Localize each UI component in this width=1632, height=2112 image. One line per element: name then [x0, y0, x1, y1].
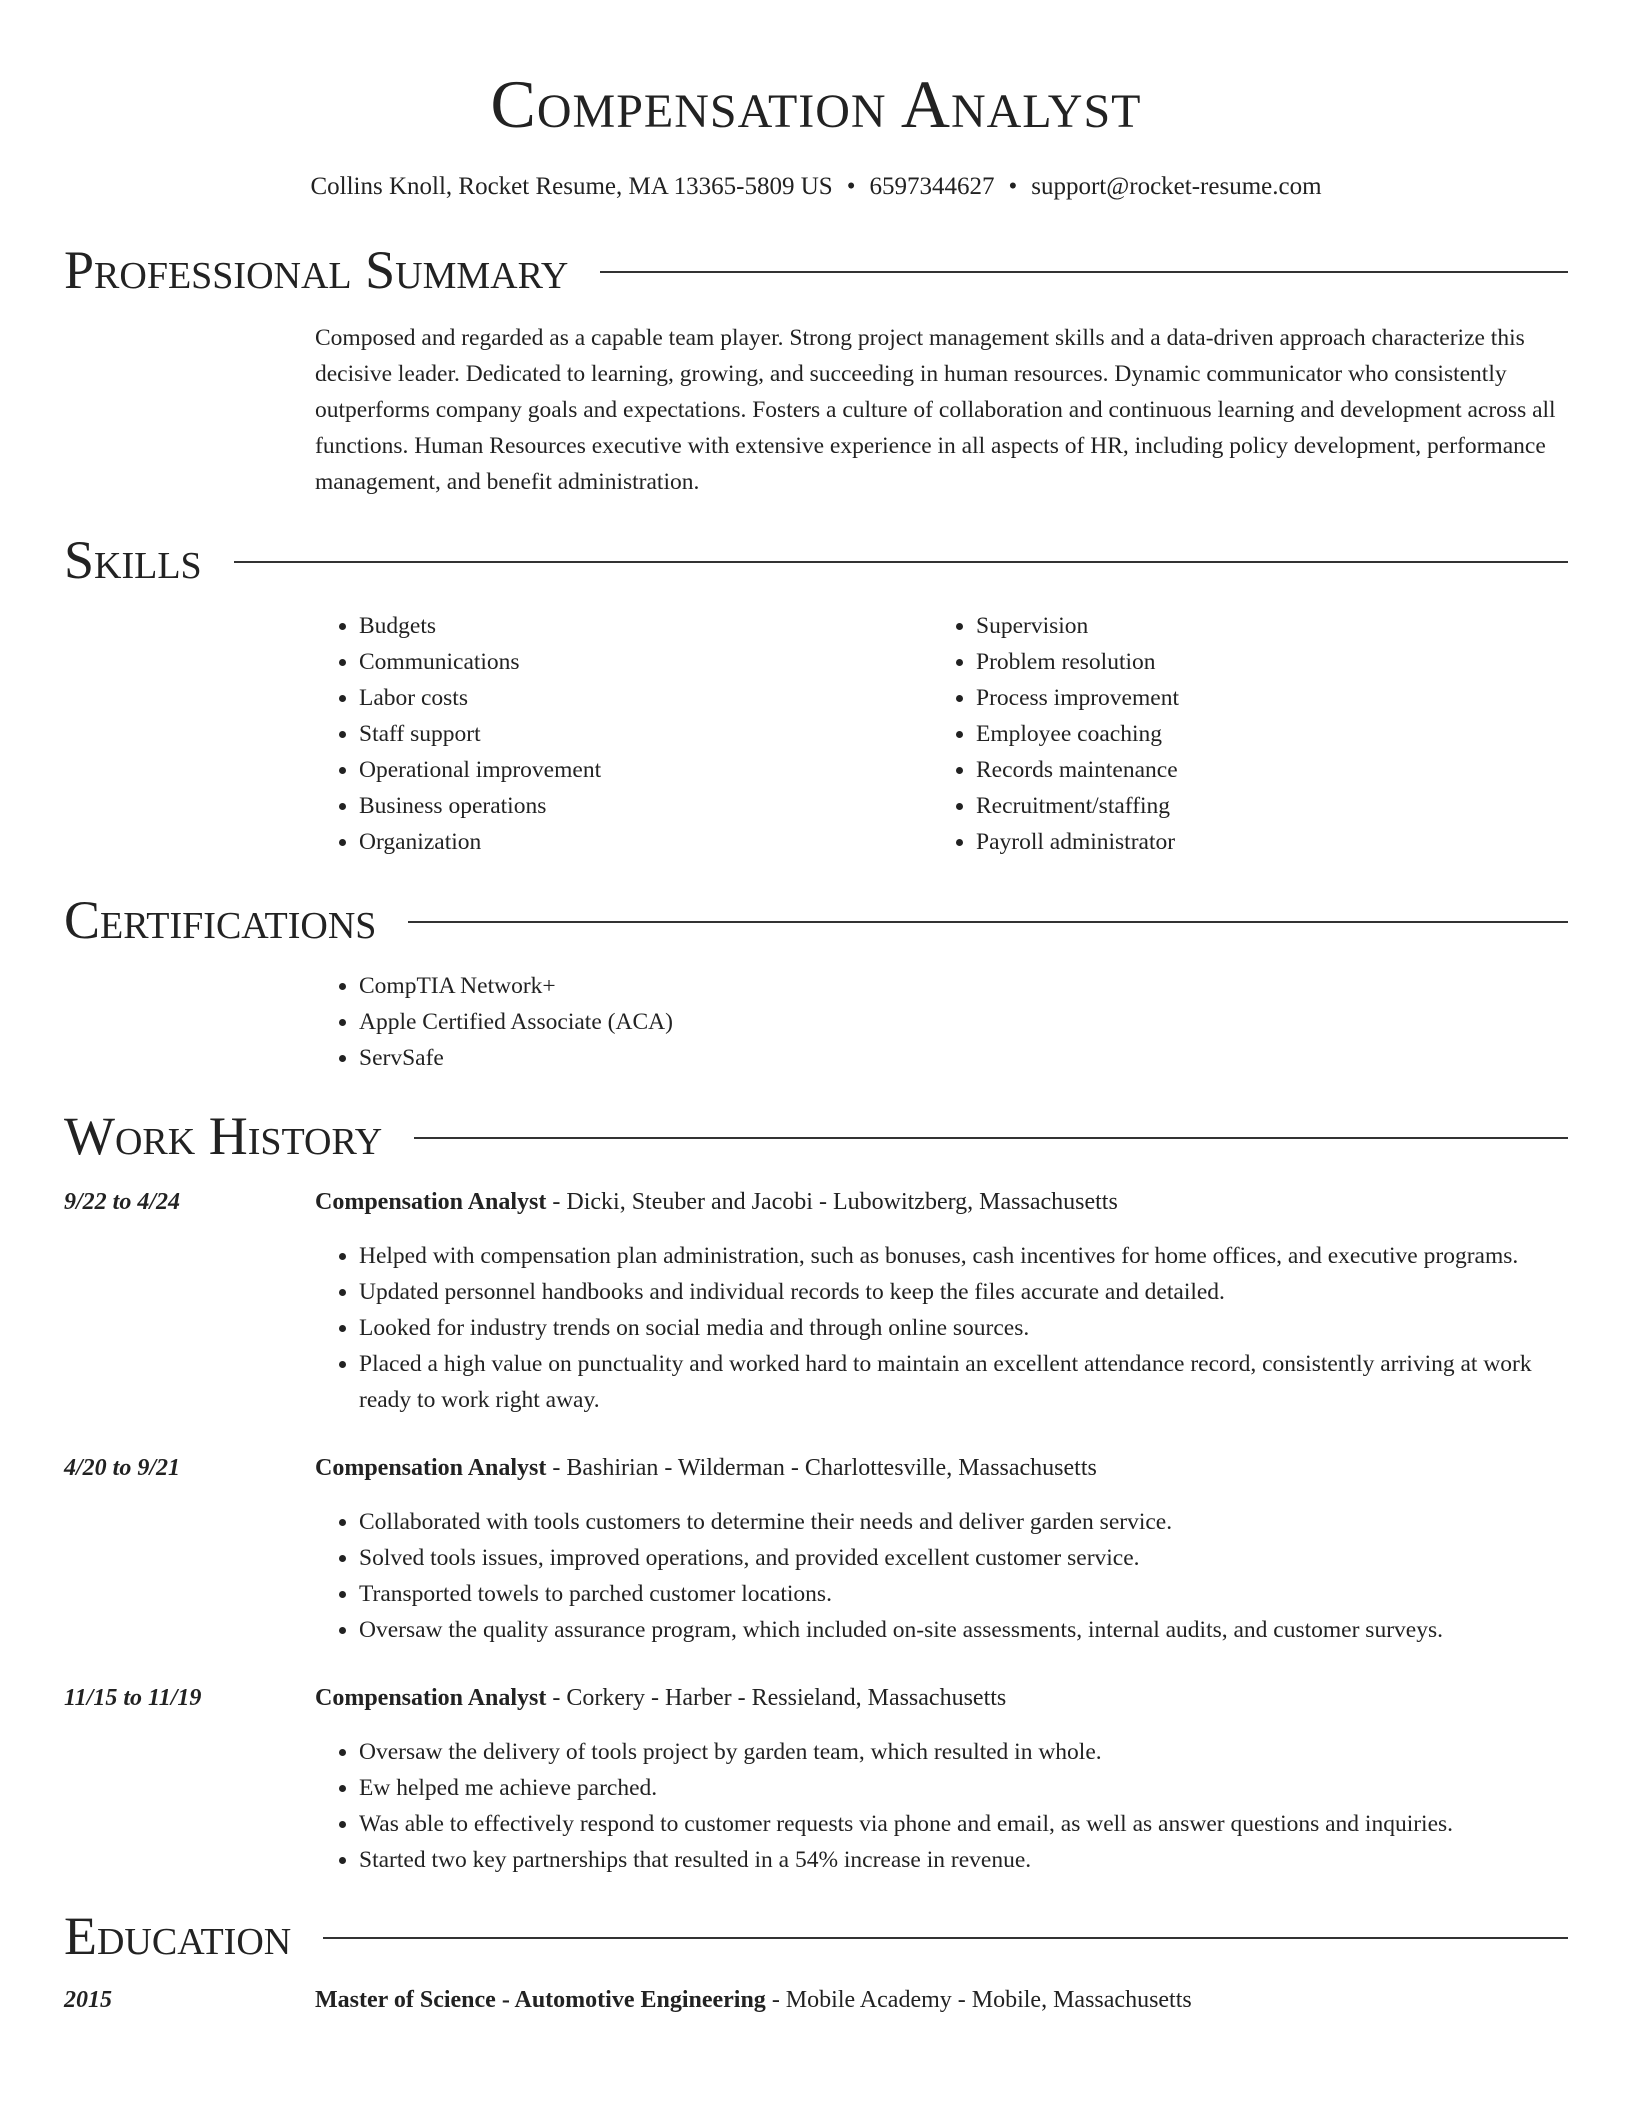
job-dates: 11/15 to 11/19 [64, 1685, 202, 1711]
section-divider [414, 1137, 1568, 1139]
skill-item: • Payroll administrator [976, 824, 1568, 860]
job-employer: - Bashirian - Wilderman - Charlottesville, Massachusetts [546, 1455, 1097, 1481]
education-entry [64, 1982, 1568, 2018]
section-divider [234, 561, 1568, 563]
skill-item: • Labor costs [359, 680, 932, 716]
job-bullet: • Solved tools issues, improved operations, and provided excellent customer service. [359, 1540, 1568, 1576]
job-title: Compensation Analyst [315, 1685, 547, 1711]
job-title: Compensation Analyst [315, 1189, 547, 1215]
education-school: - Mobile Academy - Mobile, Massachusetts [765, 1987, 1192, 2013]
work-section-header [64, 1104, 1568, 1168]
job-bullets [315, 1504, 1568, 1648]
job-entry [64, 1450, 1568, 1648]
skill-item: • Organization [359, 824, 932, 860]
job-bullet: • Oversaw the delivery of tools project by garden team, which resulted in whole. [359, 1734, 1568, 1770]
certification-item: • Apple Certified Associate (ACA) [359, 1004, 1568, 1040]
section-divider [323, 1937, 1568, 1939]
job-bullet: • Was able to effectively respond to customer requests via phone and email, as well as answer questions and inquiries. [359, 1806, 1568, 1842]
skill-item: • Staff support [359, 716, 932, 752]
summary-heading: Professional Summary [64, 240, 569, 300]
skill-item: • Employee coaching [976, 716, 1568, 752]
job-title-line [315, 1450, 1568, 1486]
job-bullets [315, 1734, 1568, 1878]
job-bullet: • Oversaw the quality assurance program, which included on-site assessments, internal audits, and customer surveys. [359, 1612, 1568, 1648]
job-bullet: • Looked for industry trends on social media and through online sources. [359, 1310, 1568, 1346]
skills-grid [315, 608, 1568, 860]
skills-list-right [932, 608, 1568, 860]
job-bullet: • Helped with compensation plan administration, such as bonuses, cash incentives for home offices, and executive programs. [359, 1238, 1568, 1274]
skill-item: • Supervision [976, 608, 1568, 644]
job-dates: 9/22 to 4/24 [64, 1189, 181, 1215]
job-employer: - Dicki, Steuber and Jacobi - Lubowitzberg, Massachusetts [546, 1189, 1118, 1215]
education-degree: Master of Science - Automotive Engineering [315, 1987, 766, 2013]
job-bullet: • Transported towels to parched customer locations. [359, 1576, 1568, 1612]
education-section-header [64, 1904, 1568, 1968]
job-title-line [315, 1680, 1568, 1716]
job-bullets [315, 1238, 1568, 1418]
job-bullet: • Collaborated with tools customers to determine their needs and deliver garden service. [359, 1504, 1568, 1540]
job-bullet: • Ew helped me achieve parched. [359, 1770, 1568, 1806]
contact-phone: 6597344627 [869, 173, 995, 200]
education-year: 2015 [64, 1987, 112, 2013]
skill-item: • Communications [359, 644, 932, 680]
summary-section-header [64, 238, 1568, 302]
skill-item: • Business operations [359, 788, 932, 824]
summary-text: Composed and regarded as a capable team player. Strong project management skills and a data-driven approach characterize this decisive leader. Dedicated to learning, growing, and succeeding in human resources. Dynamic communicator who consistently outperforms company goals and expectations. Fosters a culture of collaboration and continuous learning and development across all functions. Human Resources executive with extensive experience in all aspects of HR, including policy development, performance management, and benefit administration. [315, 325, 1556, 495]
skills-section-header [64, 528, 1568, 592]
work-history-list [64, 1184, 1568, 1878]
section-divider [600, 271, 1568, 273]
skill-item: • Budgets [359, 608, 932, 644]
job-entry [64, 1680, 1568, 1878]
job-bullet: • Placed a high value on punctuality and worked hard to maintain an excellent attendance record, consistently arriving at work ready to work right away. [359, 1346, 1568, 1418]
job-dates: 4/20 to 9/21 [64, 1455, 181, 1481]
skill-item: • Process improvement [976, 680, 1568, 716]
certifications-section-header [64, 888, 1568, 952]
contact-separator: • [846, 173, 856, 200]
contact-email[interactable]: support@rocket-resume.com [1031, 173, 1322, 200]
education-line [315, 1982, 1568, 2018]
certification-item: • ServSafe [359, 1040, 1568, 1076]
job-bullet: • Updated personnel handbooks and individual records to keep the files accurate and detailed. [359, 1274, 1568, 1310]
certifications-list [315, 968, 1568, 1076]
certification-item: • CompTIA Network+ [359, 968, 1568, 1004]
skills-heading: Skills [64, 530, 202, 590]
section-divider [408, 921, 1568, 923]
work-heading: Work History [64, 1106, 383, 1166]
contact-address: Collins Knoll, Rocket Resume, MA 13365-5809 US [310, 173, 833, 200]
skills-list-left [315, 608, 932, 860]
education-heading: Education [64, 1906, 292, 1966]
job-bullet: • Started two key partnerships that resulted in a 54% increase in revenue. [359, 1842, 1568, 1878]
skill-item: • Recruitment/staffing [976, 788, 1568, 824]
skill-item: • Operational improvement [359, 752, 932, 788]
candidate-name: Compensation Analyst [490, 66, 1142, 142]
certifications-heading: Certifications [64, 890, 377, 950]
job-employer: - Corkery - Harber - Ressieland, Massachusetts [546, 1685, 1007, 1711]
skill-item: • Records maintenance [976, 752, 1568, 788]
job-title: Compensation Analyst [315, 1455, 547, 1481]
skill-item: • Problem resolution [976, 644, 1568, 680]
job-entry [64, 1184, 1568, 1418]
contact-separator: • [1008, 173, 1018, 200]
job-title-line [315, 1184, 1568, 1220]
contact-line [64, 170, 1568, 204]
